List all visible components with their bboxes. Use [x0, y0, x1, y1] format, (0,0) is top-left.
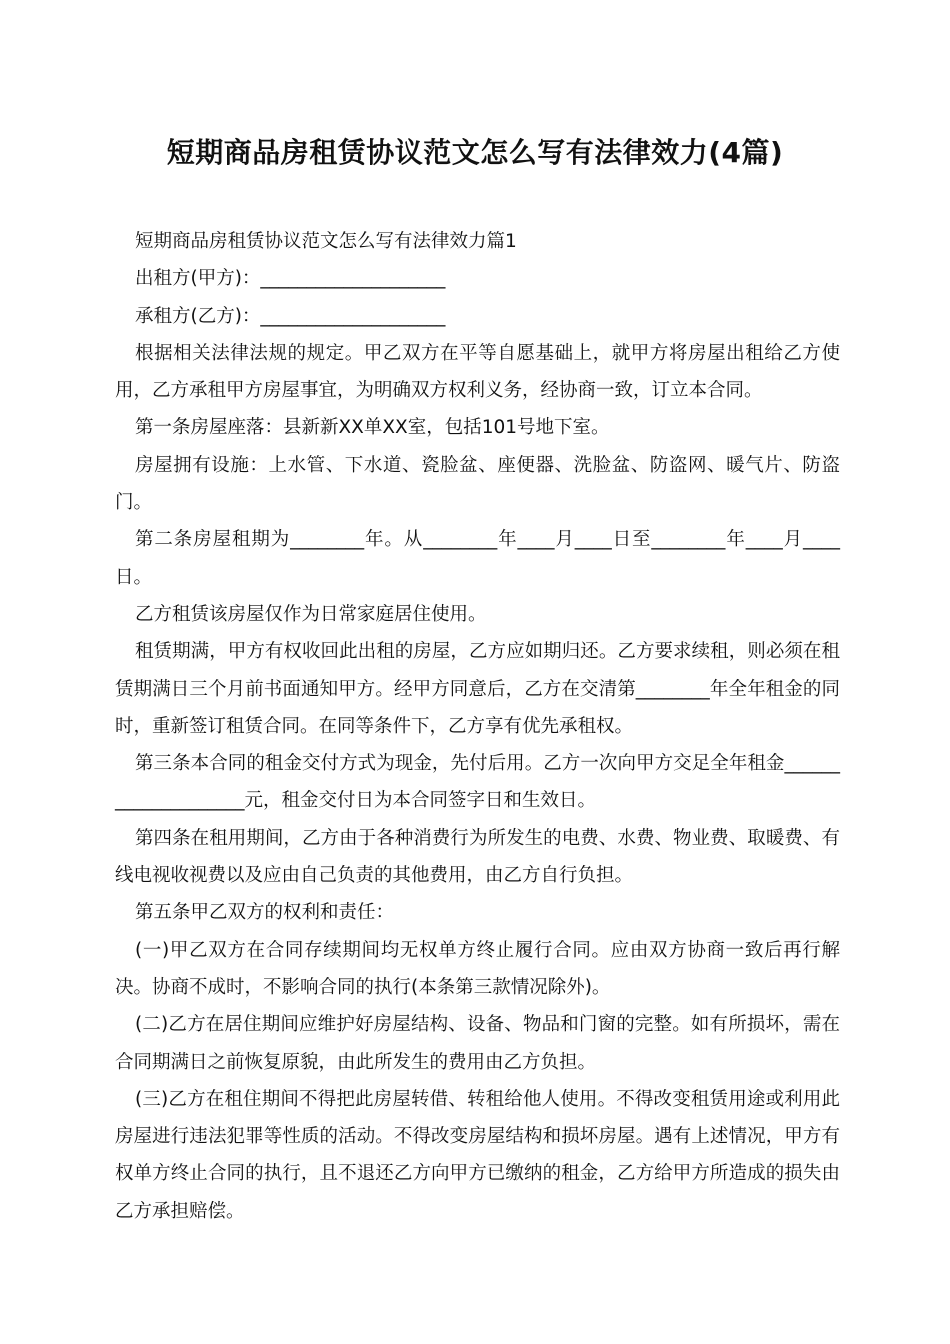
paragraph-facilities: 房屋拥有设施：上水管、下水道、瓷脸盆、座便器、洗脸盆、防盗网、暖气片、防盗门。: [115, 454, 840, 514]
paragraph-clause-1: (一)甲乙双方在合同存续期间均无权单方终止履行合同。应由双方协商一致后再行解决。协商不成时，不影响合同的执行(本条第三款情况除外)。: [115, 939, 840, 998]
paragraph-article-2: 第二条房屋租期为________年。从________年____月____日至________年____月____日。: [115, 529, 840, 588]
paragraph-clause-2: (二)乙方在居住期间应维护好房屋结构、设备、物品和门窗的完整。如有所损坏，需在合同期满日之前恢复原貌，由此所发生的费用由乙方负担。: [115, 1014, 840, 1073]
paragraph-preamble: 根据相关法律法规的规定。甲乙双方在平等自愿基础上，就甲方将房屋出租给乙方使用，乙方承租甲方房屋事宜，为明确双方权利义务，经协商一致，订立本合同。: [115, 342, 840, 402]
document-body: [115, 223, 840, 1230]
paragraph-usage: 乙方租赁该房屋仅作为日常家庭居住使用。: [135, 603, 487, 625]
paragraph-renewal: 租赁期满，甲方有权收回此出租的房屋，乙方应如期归还。乙方要求续租，则必须在租赁期满日三个月前书面通知甲方。经甲方同意后，乙方在交清第________年全年租金的同时，重新签订租赁合同。在同等条件下，乙方享有优先承租权。: [115, 641, 840, 737]
paragraph-article-5: 第五条甲乙双方的权利和责任：: [135, 902, 395, 924]
section-heading: 短期商品房租赁协议范文怎么写有法律效力篇1: [135, 231, 517, 252]
paragraph-article-1: 第一条房屋座落：县新新XX单XX室，包括101号地下室。: [135, 417, 610, 439]
document-title: 短期商品房租赁协议范文怎么写有法律效力(4篇): [166, 136, 784, 169]
paragraph-article-4: 第四条在租用期间，乙方由于各种消费行为所发生的电费、水费、物业费、取暖费、有线电视收视费以及应由自己负责的其他费用，由乙方自行负担。: [115, 827, 840, 887]
lessee-line: 承租方(乙方)：____________________: [135, 305, 446, 327]
paragraph-clause-3: (三)乙方在租住期间不得把此房屋转借、转租给他人使用。不得改变租赁用途或利用此房屋进行违法犯罪等性质的活动。不得改变房屋结构和损坏房屋。遇有上述情况，甲方有权单方终止合同的执行，且不退还乙方向甲方已缴纳的租金，乙方给甲方所造成的损失由乙方承担赔偿。: [115, 1088, 840, 1222]
lessor-line: 出租方(甲方)：____________________: [135, 268, 446, 290]
paragraph-article-3: 第三条本合同的租金交付方式为现金，先付后用。乙方一次向甲方交足全年租金____________________元，租金交付日为本合同签字日和生效日。: [115, 753, 840, 812]
